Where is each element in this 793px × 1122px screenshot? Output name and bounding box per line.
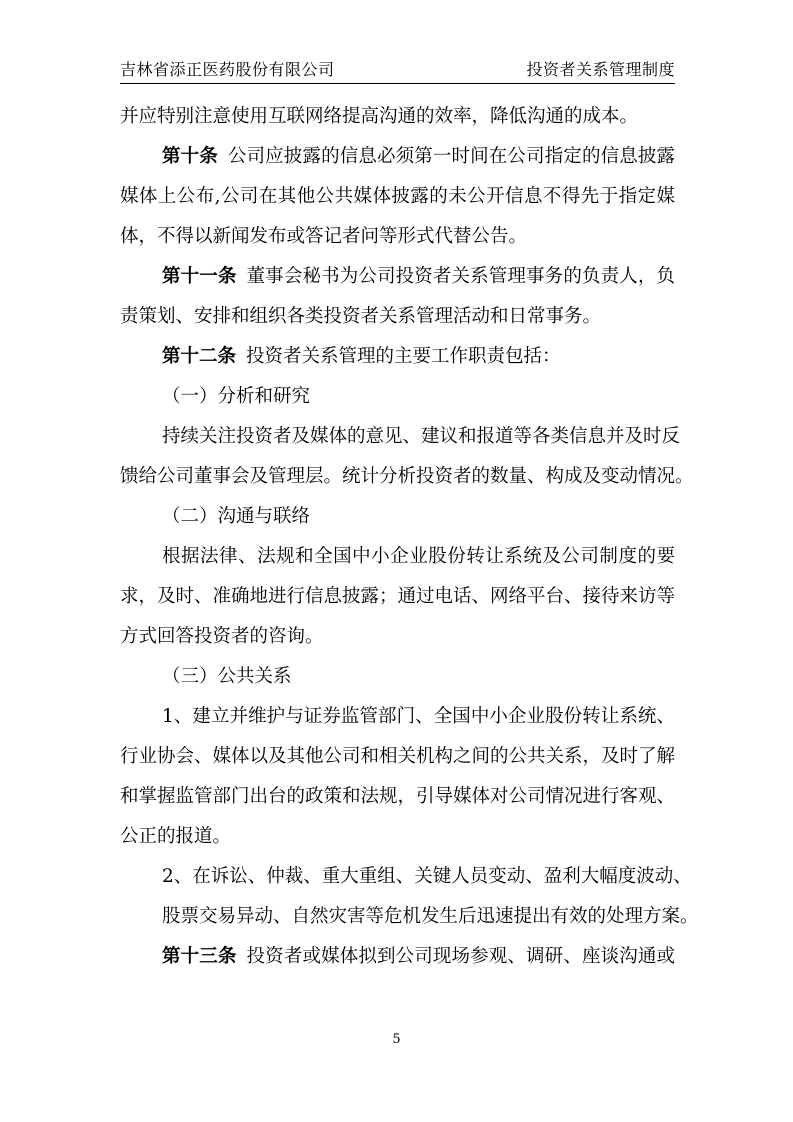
document-body: [120, 102, 699, 982]
section-heading: （二）沟通与联络: [162, 506, 311, 527]
article-11-line: 第十一条 董事会秘书为公司投资者关系管理事务的负责人，负: [162, 266, 675, 287]
section-heading: （一）分析和研究: [162, 386, 311, 407]
paragraph-line: 根据法律、法规和全国中小企业股份转让系统及公司制度的要: [162, 546, 675, 567]
article-heading: 第十三条: [162, 946, 237, 967]
article-10-line: 第十条 公司应披露的信息必须第一时间在公司指定的信息披露: [162, 146, 675, 167]
paragraph-line: 持续关注投资者及媒体的意见、建议和报道等各类信息并及时反: [162, 426, 681, 447]
paragraph-line: 并应特别注意使用互联网络提高沟通的效率，降低沟通的成本。: [120, 106, 639, 127]
header-company-name: 吉林省添正医药股份有限公司: [120, 60, 335, 79]
paragraph-line: 和掌握监管部门出台的政策和法规，引导媒体对公司情况进行客观、: [120, 786, 676, 807]
page-number: 5: [392, 1032, 401, 1047]
article-heading: 第十二条: [162, 346, 237, 367]
paragraph-line: 1、建立并维护与证券监管部门、全国中小企业股份转让系统、: [162, 706, 675, 727]
paragraph-line: 媒体上公布,公司在其他公共媒体披露的未公开信息不得先于指定媒: [120, 186, 675, 207]
paragraph-line: 2、在诉讼、仲裁、重大重组、关键人员变动、盈利大幅度波动、: [162, 866, 692, 887]
paragraph-line: 公正的报道。: [120, 826, 232, 847]
article-12-line: 第十二条 投资者关系管理的主要工作职责包括：: [162, 346, 561, 367]
article-heading: 第十条: [162, 146, 218, 167]
header-document-title: 投资者关系管理制度: [526, 60, 675, 79]
page-header: [120, 53, 675, 84]
paragraph-line: 责策划、安排和组织各类投资者关系管理活动和日常事务。: [120, 306, 602, 327]
paragraph-line: 体，不得以新闻发布或答记者问等形式代替公告。: [120, 226, 528, 247]
paragraph-line: 求，及时、准确地进行信息披露；通过电话、网络平台、接待来访等: [120, 586, 676, 607]
paragraph-line: 馈给公司董事会及管理层。统计分析投资者的数量、构成及变动情况。: [120, 466, 694, 487]
paragraph-line: 行业协会、媒体以及其他公司和相关机构之间的公共关系，及时了解: [120, 746, 676, 767]
section-heading: （三）公共关系: [162, 666, 292, 687]
article-heading: 第十一条: [162, 266, 237, 287]
paragraph-line: 股票交易异动、自然灾害等危机发生后迅速提出有效的处理方案。: [162, 906, 699, 927]
paragraph-line: 方式回答投资者的咨询。: [120, 626, 324, 647]
article-13-line: 第十三条 投资者或媒体拟到公司现场参观、调研、座谈沟通或: [162, 946, 675, 967]
